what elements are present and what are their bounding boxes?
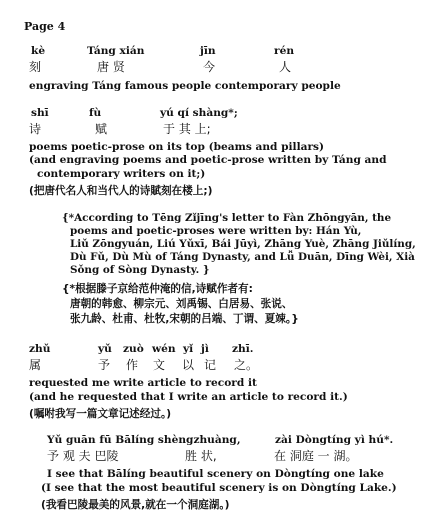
hanzi-word: 刻 <box>29 60 42 74</box>
footnote-chinese-line: {*根据滕子京给范仲淹的信,诗赋作者有: <box>62 283 253 295</box>
pinyin-word: Yǔ guān fū Bālíng shèngzhuàng, <box>47 434 241 446</box>
hanzi-word: 在 洞庭 一 湖。 <box>274 449 358 463</box>
hanzi-word: 之。 <box>234 358 259 372</box>
s3-chinese-translation: (嘱咐我写一篇文章记述经过。) <box>29 408 172 420</box>
hanzi-word: 今 <box>203 60 216 74</box>
pinyin-word: wén <box>152 343 176 355</box>
pinyin-word: zài Dòngtíng yì hú*. <box>275 434 394 446</box>
hanzi-word: 唐 贤 <box>97 60 125 74</box>
footnote-line: poems and poetic-proses were written by: Hán Yù, <box>70 225 362 237</box>
hanzi-word: 于 其 上; <box>163 122 211 136</box>
s4-pinyin-row <box>0 434 425 446</box>
pinyin-word: fù <box>89 107 102 119</box>
hanzi-word: 文 <box>153 358 166 372</box>
footnote-chinese-line: 张九龄、杜甫、杜牧,宋朝的吕端、丁谓、夏竦。} <box>70 313 299 325</box>
pinyin-word: yú qí shàng*; <box>160 107 238 119</box>
footnote-chinese-line: 唐朝的韩愈、柳宗元、刘禹锡、白居易、张说、 <box>70 298 293 310</box>
s3-gloss: requested me write article to record it <box>29 377 257 389</box>
pinyin-word: yǐ <box>183 343 194 355</box>
hanzi-word: 予 观 夫 巴陵 <box>47 449 119 463</box>
pinyin-word: jīn <box>200 45 216 57</box>
hanzi-word: 赋 <box>95 122 108 136</box>
hanzi-word: 以 <box>182 358 195 372</box>
s3-translation: (and he requested that I write an article to record it.) <box>29 391 348 403</box>
s2-pinyin-row <box>0 107 425 119</box>
s1-hanzi-row <box>0 61 425 75</box>
pinyin-word: Táng xián <box>87 45 145 57</box>
pinyin-word: zuò <box>123 343 144 355</box>
pinyin-word: jì <box>201 343 209 355</box>
pinyin-word: zhǔ <box>29 343 51 355</box>
s2-translation-2: contemporary writers on it;) <box>37 168 206 180</box>
hanzi-word: 作 <box>126 358 139 372</box>
s4-translation: (I see that the most beautiful scenery is on Dòngtíng Lake.) <box>41 482 397 494</box>
s4-chinese-translation: (我看巴陵最美的风景,就在一个洞庭湖。) <box>41 499 230 511</box>
s1-gloss: engraving Táng famous people contemporary people <box>29 80 341 92</box>
footnote-line: Liǔ Zōngyuán, Liú Yǔxī, Bái Jūyì, Zhāng Yuè, Zhāng Jiǔlíng, <box>70 238 416 250</box>
hanzi-word: 人 <box>279 60 292 74</box>
s3-hanzi-row <box>0 359 425 373</box>
page-label: Page 4 <box>24 20 66 33</box>
s2-hanzi-row <box>0 123 425 137</box>
footnote-line: Dù Fǔ, Dù Mù of Táng Dynasty, and Lǚ Duān, Dīng Wèi, Xià <box>70 251 415 263</box>
pinyin-word: shī <box>31 107 49 119</box>
s3-pinyin-row <box>0 343 425 355</box>
pinyin-word: zhī. <box>232 343 254 355</box>
s1-pinyin-row <box>0 45 425 57</box>
hanzi-word: 予 <box>98 358 111 372</box>
s2-gloss: poems poetic-prose on its top (beams and pillars) <box>29 141 325 153</box>
hanzi-word: 诗 <box>29 122 42 136</box>
s4-gloss: I see that Bālíng beautiful scenery on Dòngtíng one lake <box>47 468 384 480</box>
pinyin-word: kè <box>31 45 46 57</box>
s2-chinese-translation: (把唐代名人和当代人的诗賦刻在楼上;) <box>29 185 213 197</box>
s4-hanzi-row <box>0 450 425 464</box>
pinyin-word: yǔ <box>98 343 112 355</box>
pinyin-word: rén <box>274 45 295 57</box>
footnote-line: {*According to Tēng Zǐjīng's letter to Fàn Zhōngyān, the <box>62 212 392 224</box>
hanzi-word: 胜 状, <box>185 449 217 463</box>
hanzi-word: 记 <box>204 358 217 372</box>
footnote-line: Sǒng of Sòng Dynasty. } <box>70 264 210 276</box>
s2-translation-1: (and engraving poems and poetic-prose written by Táng and <box>29 154 387 166</box>
hanzi-word: 属 <box>29 358 42 372</box>
